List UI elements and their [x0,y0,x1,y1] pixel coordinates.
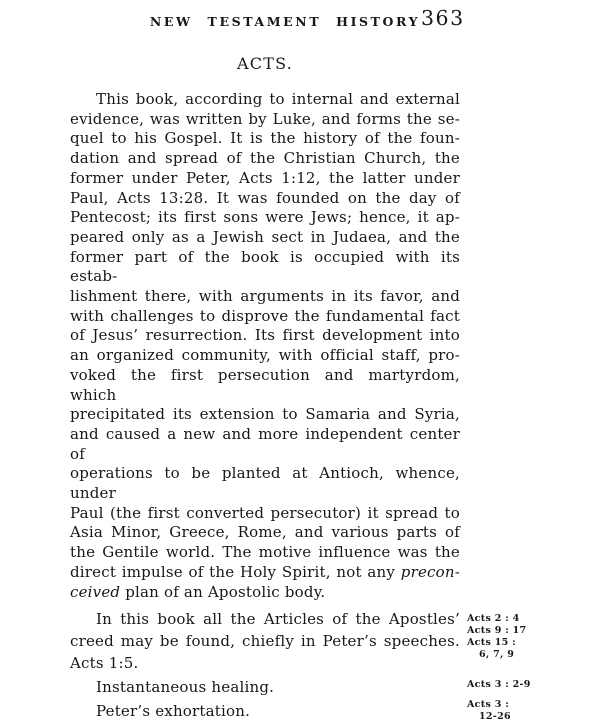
sidenote-line: Acts 3 : [467,699,510,711]
text-line: creed may be found, chiefly in Peter’s speeches. [70,632,460,651]
text-line: Paul, Acts 13:28. It was founded on the day of [70,188,460,207]
sidenote [467,637,594,661]
text-line: the Gentile world. The motive influence was the [70,543,460,562]
italic-phrase: ceived [70,582,121,601]
page-header [0,0,600,40]
text-line [70,563,460,583]
list-item [70,676,594,698]
item-text: Peter’s exhortation. [96,702,251,721]
sidenote: Acts 2 : 4 [467,613,520,625]
sidenote: Acts 9 : 17 [467,625,527,637]
text-line: This book, according to internal and external [96,90,460,108]
page-body [70,73,594,723]
sidenote-line: Acts 15 : [467,637,516,649]
text-line: and caused a new and more independent center of [70,424,460,463]
text-line: quel to his Gospel. It is the history of the foun- [70,129,460,148]
text-line: peared only as a Jewish sect in Judaea, and the [70,227,460,246]
list-item [70,700,594,723]
text-line: evidence, was written by Luke, and forms the se- [70,109,460,128]
text-line: voked the first persecution and martyrdom, which [70,365,460,404]
creed-paragraph [70,608,460,674]
text-line: former under Peter, Acts 1:12, the latter under [70,168,460,187]
text-line: with challenges to disprove the fundamental fact [70,306,460,325]
sidenote-column [460,676,594,698]
sidenote-line: 6, 7, 9 [479,649,515,661]
text-line: Paul (the first converted persecutor) it spread to [70,503,460,522]
text-line: dation and spread of the Christian Church, the [70,149,460,168]
item-text: Instantaneous healing. [96,678,275,697]
text-line: an organized community, with official staff, pro- [70,346,460,365]
text-line: lishment there, with arguments in its favor, and [70,287,460,306]
text-line: of Jesus’ resurrection. Its first development into [70,326,460,345]
italic-phrase: precon- [400,562,460,581]
sidenote-column [460,608,594,674]
text-line: former part of the book is occupied with its estab- [70,247,460,286]
text-line [70,583,460,603]
text-line: In this book all the Articles of the Apostles’ [96,610,460,629]
sidenote-column [460,699,594,723]
text-line: Asia Minor, Greece, Rome, and various parts of [70,523,460,542]
sidenote-line: 12-26 [479,711,511,723]
text-line: Pentecost; its first sons were Jews; hence, it ap- [70,208,460,227]
sidenote: Acts 3 : 2-9 [467,679,531,691]
text-line: operations to be planted at Antioch, whence, under [70,464,460,503]
text-line: precipitated its extension to Samaria and Syria, [70,405,460,424]
text-segment: plan of an Apostolic body. [120,582,326,601]
main-paragraph [70,90,460,602]
page-number: 363 [421,6,465,30]
creed-paragraph-row [70,608,594,674]
running-title: NEW TESTAMENT HISTORY [149,14,421,29]
text-line: Acts 1:5. [70,654,139,673]
text-segment: direct impulse of the Holy Spirit, not any [70,562,401,581]
section-title: ACTS. [237,54,293,73]
